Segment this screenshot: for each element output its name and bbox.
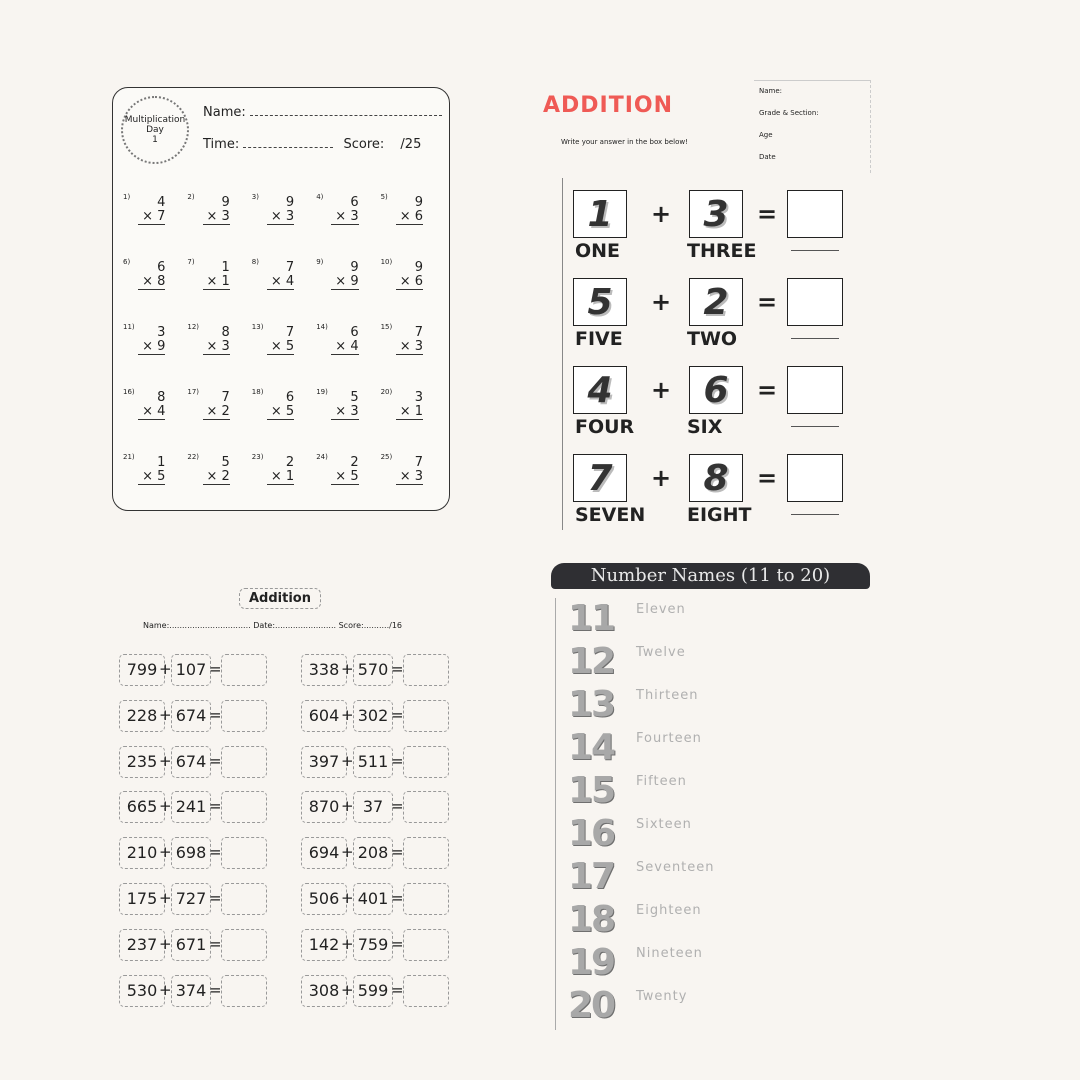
number-word: FIVE [575, 328, 623, 350]
info-age: Age [759, 131, 773, 139]
multiplier: × 5 [267, 339, 294, 355]
addition-problem-row [119, 975, 269, 1005]
addend-box: 530 [119, 975, 165, 1007]
multiplicand: 9 [414, 260, 423, 275]
multiplication-problem [314, 258, 378, 298]
number-word: ONE [575, 240, 621, 262]
multiplication-problem [379, 388, 443, 428]
number-names-divider [555, 598, 556, 1030]
name-row [203, 105, 442, 120]
equals-sign: = [391, 705, 404, 724]
answer-box[interactable] [403, 746, 449, 778]
multiplication-problem [379, 323, 443, 363]
problem-number: 7) [187, 258, 195, 266]
addition-problem-row [301, 746, 451, 776]
addition-problem-row [119, 700, 269, 730]
multiplication-problem [314, 323, 378, 363]
number-name-item [568, 813, 868, 856]
answer-box[interactable] [403, 975, 449, 1007]
number-name-item [568, 770, 868, 813]
problem-number: 15) [380, 323, 393, 331]
problem-number: 16) [123, 388, 135, 396]
equals-sign: = [209, 889, 222, 907]
addend-box: 694 [301, 837, 347, 869]
equals-sign: = [757, 288, 778, 316]
addend-box: 308 [301, 975, 347, 1007]
plus-sign: + [651, 376, 672, 404]
problem-number: 19) [316, 388, 328, 396]
multiplier: × 4 [267, 274, 294, 290]
number-digits: 17 [568, 856, 615, 897]
equals-sign: = [391, 934, 404, 953]
plus-sign: + [341, 751, 354, 770]
plus-sign: + [159, 751, 172, 770]
equals-sign: = [757, 200, 778, 228]
problem-number: 23) [251, 453, 264, 461]
addition-problem-row [301, 883, 451, 913]
answer-box[interactable] [403, 837, 449, 869]
addend-box: 228 [119, 700, 165, 732]
multiplier: × 5 [267, 404, 294, 420]
multiplication-problem [379, 193, 443, 233]
problem-number: 11) [123, 323, 135, 331]
answer-line [791, 250, 839, 251]
addition-problem-row [119, 746, 269, 776]
addition-problem-row [301, 700, 451, 730]
multiplier: × 6 [396, 209, 423, 225]
info-date: Date [759, 153, 776, 161]
multiplication-problem [314, 193, 378, 233]
multiplicand: 7 [414, 325, 423, 340]
addend-box: 237 [119, 929, 165, 961]
answer-box[interactable] [221, 929, 267, 961]
multiplication-problem [250, 388, 314, 428]
multiplier: × 3 [267, 209, 294, 225]
multiplication-problem [250, 453, 314, 493]
equals-sign: = [391, 980, 404, 999]
multiplicand: 7 [221, 390, 230, 405]
number-word-tracing: Fourteen [636, 731, 702, 746]
addend-box: 674 [171, 746, 211, 778]
addend-box: 142 [301, 929, 347, 961]
addition-problem-row [301, 837, 451, 867]
number-word: EIGHT [687, 504, 752, 526]
number-word: SEVEN [575, 504, 646, 526]
problem-number: 12) [187, 323, 200, 331]
plus-sign: + [341, 705, 354, 724]
addend-box: 302 [353, 700, 393, 732]
addend-box: 870 [301, 791, 347, 823]
answer-box[interactable] [221, 975, 267, 1007]
plus-sign: + [651, 200, 672, 228]
addend-box: 37 [353, 791, 393, 823]
problem-number: 5) [380, 193, 388, 201]
addition-problem-row [119, 929, 269, 959]
multiplicand: 1 [157, 455, 166, 470]
multiplicand: 8 [221, 325, 230, 340]
problem-number: 9) [316, 258, 324, 266]
addition-picture-row [562, 266, 872, 354]
number-name-item [568, 985, 868, 1028]
answer-box[interactable] [403, 883, 449, 915]
number-picture-box: 5 [573, 278, 627, 326]
answer-line [791, 338, 839, 339]
score-total: /25 [400, 137, 422, 152]
equals-sign: = [391, 797, 404, 816]
plus-sign: + [341, 843, 354, 862]
addend-box: 511 [353, 746, 393, 778]
problem-number: 20) [380, 388, 393, 396]
seal-line: Multiplication [124, 115, 186, 125]
multiplicand: 5 [350, 390, 359, 405]
number-picture-box: 3 [689, 190, 743, 238]
addend-box: 604 [301, 700, 347, 732]
equals-sign: = [391, 843, 404, 862]
problem-number: 21) [123, 453, 135, 461]
multiplication-problem [185, 453, 249, 493]
plus-sign: + [159, 660, 172, 678]
addend-box: 210 [119, 837, 165, 869]
number-name-item [568, 727, 868, 770]
answer-box[interactable] [403, 700, 449, 732]
number-word: TWO [687, 328, 738, 350]
plus-sign: + [341, 889, 354, 907]
multiplier: × 4 [331, 339, 358, 355]
problem-number: 18) [251, 388, 264, 396]
multiplier: × 7 [138, 209, 165, 225]
multiplication-problem [185, 193, 249, 233]
equals-sign: = [757, 376, 778, 404]
equals-sign: = [209, 660, 222, 678]
addend-box: 506 [301, 883, 347, 915]
equals-sign: = [209, 843, 222, 862]
equals-sign: = [391, 751, 404, 770]
name-label: Name: [203, 105, 246, 120]
answer-box[interactable] [787, 366, 843, 414]
multiplicand: 6 [350, 325, 359, 340]
problem-number: 10) [380, 258, 393, 266]
addition-problem-row [301, 654, 451, 684]
addition-picture-problems [562, 178, 872, 530]
problem-number: 24) [316, 453, 328, 461]
addition-picture-row [562, 354, 872, 442]
multiplicand: 3 [414, 390, 423, 405]
number-word: SIX [687, 416, 723, 438]
multiplication-problem [121, 258, 185, 298]
plus-sign: + [341, 797, 354, 816]
multiplicand: 2 [350, 455, 359, 470]
addition-picture-row [562, 178, 872, 266]
answer-box[interactable] [403, 791, 449, 823]
number-name-item [568, 641, 868, 684]
plus-sign: + [159, 843, 172, 862]
multiplier: × 3 [396, 469, 423, 485]
multiplicand: 7 [285, 325, 295, 340]
student-info-box [754, 80, 871, 173]
answer-box[interactable] [221, 791, 267, 823]
multiplier: × 3 [203, 339, 230, 355]
addend-box: 671 [171, 929, 211, 961]
problem-number: 13) [251, 323, 264, 331]
multiplicand: 7 [414, 455, 423, 470]
number-word-tracing: Nineteen [636, 946, 703, 961]
number-word-tracing: Thirteen [636, 688, 699, 703]
number-digits: 12 [568, 641, 615, 682]
multiplier: × 8 [138, 274, 165, 290]
multiplication-problem [250, 193, 314, 233]
problem-number: 14) [316, 323, 328, 331]
answer-box[interactable] [221, 837, 267, 869]
number-name-item [568, 899, 868, 942]
addend-box: 570 [353, 654, 393, 686]
number-word-tracing: Seventeen [636, 860, 715, 875]
problem-number: 4) [316, 193, 324, 201]
multiplication-problem [121, 453, 185, 493]
problem-number: 25) [380, 453, 393, 461]
number-digits: 20 [568, 985, 615, 1026]
multiplier: × 9 [138, 339, 165, 355]
addition-title: ADDITION [543, 93, 674, 118]
number-name-item [568, 684, 868, 727]
plus-sign: + [159, 980, 172, 999]
addend-box: 374 [171, 975, 211, 1007]
problem-number: 17) [187, 388, 200, 396]
plus-sign: + [341, 980, 354, 999]
multiplier: × 2 [203, 404, 230, 420]
number-picture-box: 8 [689, 454, 743, 502]
multiplier: × 3 [331, 404, 358, 420]
number-names-title: Number Names (11 to 20) [551, 563, 870, 589]
multiplier: × 3 [203, 209, 230, 225]
multiplication-problem [185, 258, 249, 298]
answer-box[interactable] [221, 700, 267, 732]
multiplicand: 9 [414, 195, 423, 210]
answer-box[interactable] [787, 278, 843, 326]
multiplicand: 5 [221, 455, 230, 470]
answer-box[interactable] [787, 190, 843, 238]
multiplier: × 1 [203, 274, 230, 290]
number-name-item [568, 856, 868, 899]
number-word-tracing: Twenty [636, 989, 688, 1004]
equals-sign: = [209, 705, 222, 724]
answer-box[interactable] [221, 746, 267, 778]
problem-number: 8) [251, 258, 259, 266]
addend-box: 175 [119, 883, 165, 915]
multiplicand: 8 [157, 390, 166, 405]
answer-box[interactable] [221, 883, 267, 915]
problem-number: 1) [123, 193, 131, 201]
addition-picture-row [562, 442, 872, 530]
equals-sign: = [757, 464, 778, 492]
plus-sign: + [651, 464, 672, 492]
addend-box: 401 [353, 883, 393, 915]
multiplier: × 1 [267, 469, 294, 485]
multiplication-problem [185, 388, 249, 428]
worksheet-seal [121, 96, 189, 164]
equals-sign: = [391, 889, 404, 907]
addition-instructions: Write your answer in the box below! [561, 138, 688, 146]
addition-problem-row [119, 837, 269, 867]
multiplicand: 9 [285, 195, 295, 210]
multiplier: × 6 [396, 274, 423, 290]
multiplication-problem [314, 388, 378, 428]
plus-sign: + [159, 889, 172, 907]
addend-box: 241 [171, 791, 211, 823]
addition-problem-row [301, 929, 451, 959]
plus-sign: + [159, 797, 172, 816]
time-label: Time: [203, 137, 240, 152]
number-digits: 13 [568, 684, 615, 725]
number-word: FOUR [575, 416, 635, 438]
addend-box: 338 [301, 654, 347, 686]
multiplication-problem [121, 388, 185, 428]
addend-box: 799 [119, 654, 165, 686]
number-digits: 18 [568, 899, 615, 940]
addition-sheet-title: Addition [239, 588, 321, 609]
addend-box: 599 [353, 975, 393, 1007]
number-picture-box: 7 [573, 454, 627, 502]
multiplier: × 4 [138, 404, 165, 420]
time-field[interactable] [243, 147, 333, 148]
number-word-tracing: Twelve [636, 645, 686, 660]
number-digits: 19 [568, 942, 615, 983]
addition-problem-row [119, 654, 269, 684]
multiplier: × 5 [331, 469, 358, 485]
multiplication-problem [250, 258, 314, 298]
number-digits: 14 [568, 727, 615, 768]
multiplicand: 9 [350, 260, 359, 275]
multiplicand: 2 [285, 455, 295, 470]
problem-number: 6) [123, 258, 131, 266]
multiplication-problem [314, 453, 378, 493]
addend-box: 235 [119, 746, 165, 778]
seal-line: Day [146, 125, 164, 135]
multiplicand: 4 [157, 195, 166, 210]
addend-box: 208 [353, 837, 393, 869]
equals-sign: = [391, 660, 404, 678]
multiplication-problem [121, 193, 185, 233]
equals-sign: = [209, 980, 222, 999]
number-picture-box: 2 [689, 278, 743, 326]
addition-problem-row [301, 975, 451, 1005]
multiplication-problem [379, 453, 443, 493]
number-name-item [568, 598, 868, 641]
multiplicand: 3 [157, 325, 166, 340]
number-picture-box: 6 [689, 366, 743, 414]
number-word-tracing: Eighteen [636, 903, 702, 918]
addition-problem-row [301, 791, 451, 821]
multiplicand: 6 [157, 260, 166, 275]
time-row [203, 137, 421, 152]
addend-box: 759 [353, 929, 393, 961]
multiplication-problems [121, 193, 443, 493]
multiplier: × 5 [138, 469, 165, 485]
plus-sign: + [341, 660, 354, 678]
multiplication-problem [379, 258, 443, 298]
multiplicand: 7 [285, 260, 295, 275]
info-name: Name: [759, 87, 783, 95]
equals-sign: = [209, 934, 222, 953]
problem-number: 2) [187, 193, 195, 201]
addition-problem-row [119, 883, 269, 913]
answer-box[interactable] [403, 654, 449, 686]
number-name-item [568, 942, 868, 985]
multiplier: × 3 [331, 209, 358, 225]
addend-box: 107 [171, 654, 211, 686]
addend-box: 698 [171, 837, 211, 869]
number-digits: 15 [568, 770, 615, 811]
multiplicand: 6 [285, 390, 295, 405]
addend-box: 727 [171, 883, 211, 915]
multiplicand: 9 [221, 195, 230, 210]
equals-sign: = [209, 751, 222, 770]
multiplicand: 6 [350, 195, 359, 210]
multiplicand: 1 [221, 260, 230, 275]
addend-box: 674 [171, 700, 211, 732]
addition-sheet-meta: Name:................................ Date:........................ Score:........../16 [143, 621, 403, 630]
number-picture-box: 1 [573, 190, 627, 238]
plus-sign: + [159, 705, 172, 724]
number-word-tracing: Eleven [636, 602, 686, 617]
multiplication-problem [185, 323, 249, 363]
number-word-tracing: Fifteen [636, 774, 687, 789]
answer-box[interactable] [403, 929, 449, 961]
number-word: THREE [687, 240, 757, 262]
addend-box: 397 [301, 746, 347, 778]
addition-problem-row [119, 791, 269, 821]
problem-number: 22) [187, 453, 200, 461]
multiplier: × 9 [331, 274, 358, 290]
multiplication-problem [121, 323, 185, 363]
number-digits: 16 [568, 813, 615, 854]
number-digits: 11 [568, 598, 615, 639]
info-grade: Grade & Section: [759, 109, 819, 117]
answer-line [791, 426, 839, 427]
number-picture-box: 4 [573, 366, 627, 414]
answer-box[interactable] [787, 454, 843, 502]
multiplier: × 1 [396, 404, 423, 420]
equals-sign: = [209, 797, 222, 816]
plus-sign: + [651, 288, 672, 316]
addend-box: 665 [119, 791, 165, 823]
plus-sign: + [341, 934, 354, 953]
multiplication-worksheet [112, 87, 450, 511]
plus-sign: + [159, 934, 172, 953]
answer-line [791, 514, 839, 515]
answer-box[interactable] [221, 654, 267, 686]
multiplication-problem [250, 323, 314, 363]
problem-number: 3) [251, 193, 259, 201]
multiplier: × 3 [396, 339, 423, 355]
seal-line: 1 [152, 135, 158, 145]
name-field[interactable] [250, 115, 442, 116]
number-word-tracing: Sixteen [636, 817, 692, 832]
multiplier: × 2 [203, 469, 230, 485]
score-label: Score: [343, 137, 385, 152]
